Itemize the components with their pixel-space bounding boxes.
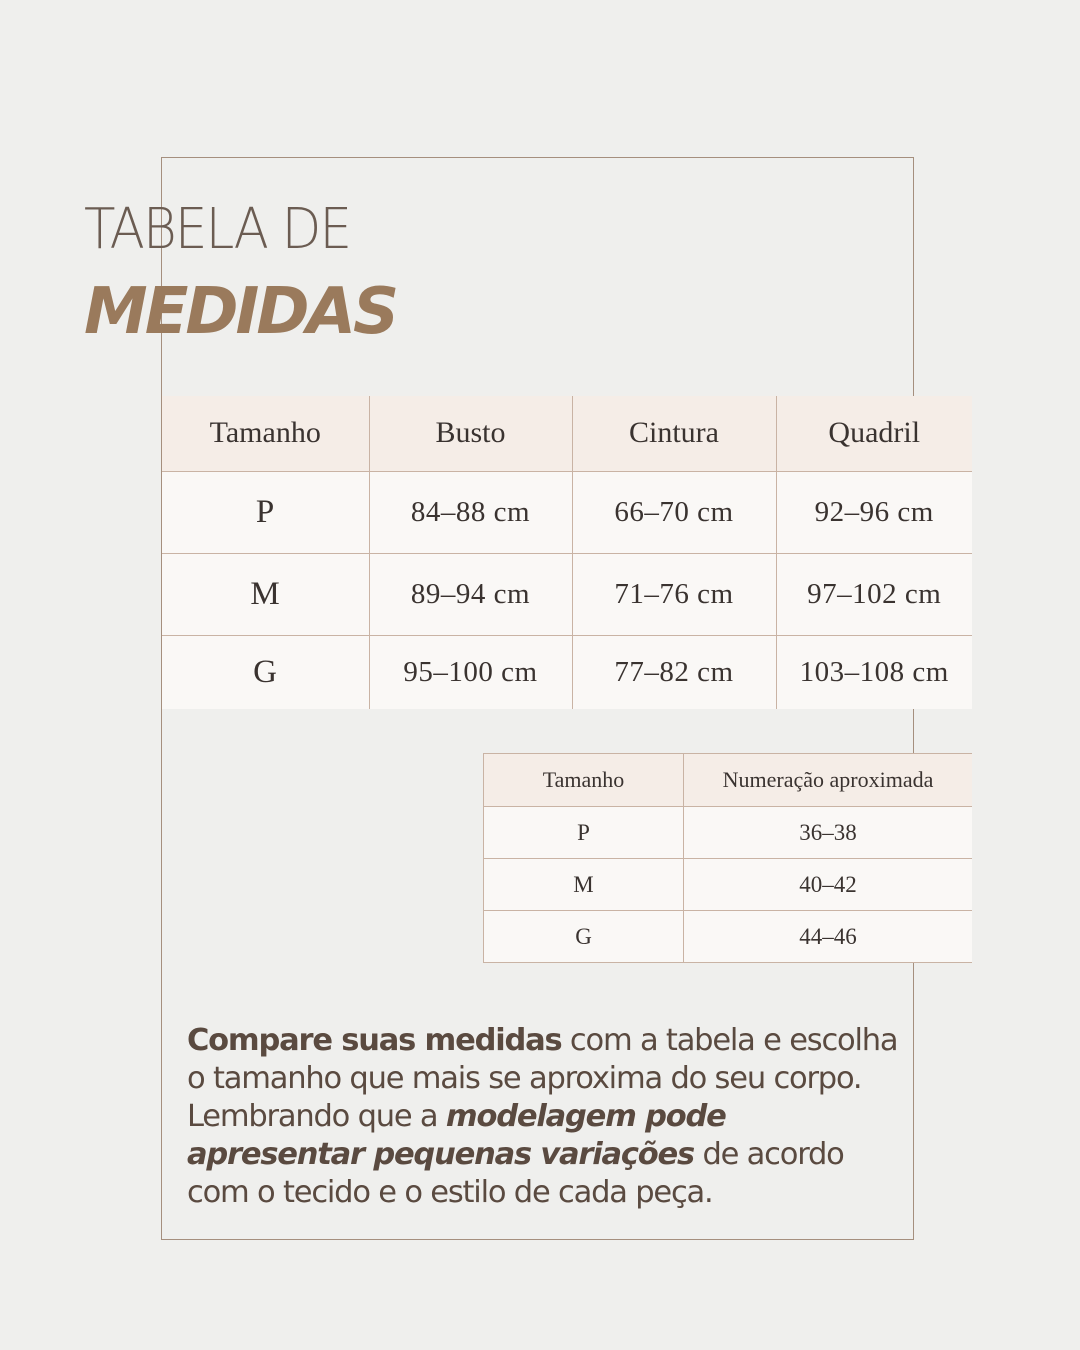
table-header-row (162, 396, 972, 471)
column-header-bust: Busto (369, 396, 572, 471)
waist-cell: 66–70 cm (572, 471, 776, 553)
bust-cell: 89–94 cm (369, 553, 572, 635)
column-header-numeration: Numeração aproximada (684, 754, 973, 807)
waist-cell: 71–76 cm (572, 553, 776, 635)
page-title-line2: MEDIDAS (84, 275, 397, 349)
numeration-table (483, 753, 972, 963)
table-row (162, 553, 972, 635)
size-cell: M (162, 553, 369, 635)
page-title-line1: TABELA DE (84, 197, 351, 262)
hip-cell: 97–102 cm (776, 553, 972, 635)
description-text-end: de acordo com o tecido e o estilo de cada peça. (187, 1137, 844, 1210)
description-text: com a tabela e escolha o tamanho que mais se aproxima do seu corpo. Lembrando que a (187, 1023, 898, 1134)
size-cell: M (484, 859, 684, 911)
waist-cell: 77–82 cm (572, 635, 776, 709)
table-row (484, 807, 973, 859)
table-row (484, 911, 973, 963)
table-row (162, 471, 972, 553)
column-header-waist: Cintura (572, 396, 776, 471)
bust-cell: 84–88 cm (369, 471, 572, 553)
bust-cell: 95–100 cm (369, 635, 572, 709)
size-cell: G (162, 635, 369, 709)
numeration-cell: 44–46 (684, 911, 973, 963)
column-header-size: Tamanho (162, 396, 369, 471)
hip-cell: 92–96 cm (776, 471, 972, 553)
column-header-size: Tamanho (484, 754, 684, 807)
table-row (484, 859, 973, 911)
measures-table (162, 396, 972, 709)
table-row (162, 635, 972, 709)
table-header-row (484, 754, 973, 807)
size-cell: G (484, 911, 684, 963)
description-emphasis: Compare suas medidas (187, 1023, 562, 1058)
numeration-cell: 40–42 (684, 859, 973, 911)
description-paragraph (187, 1022, 907, 1212)
column-header-hip: Quadril (776, 396, 972, 471)
size-cell: P (162, 471, 369, 553)
description-highlight: modelagem pode apresentar pequenas variações (187, 1099, 726, 1172)
hip-cell: 103–108 cm (776, 635, 972, 709)
numeration-cell: 36–38 (684, 807, 973, 859)
size-cell: P (484, 807, 684, 859)
